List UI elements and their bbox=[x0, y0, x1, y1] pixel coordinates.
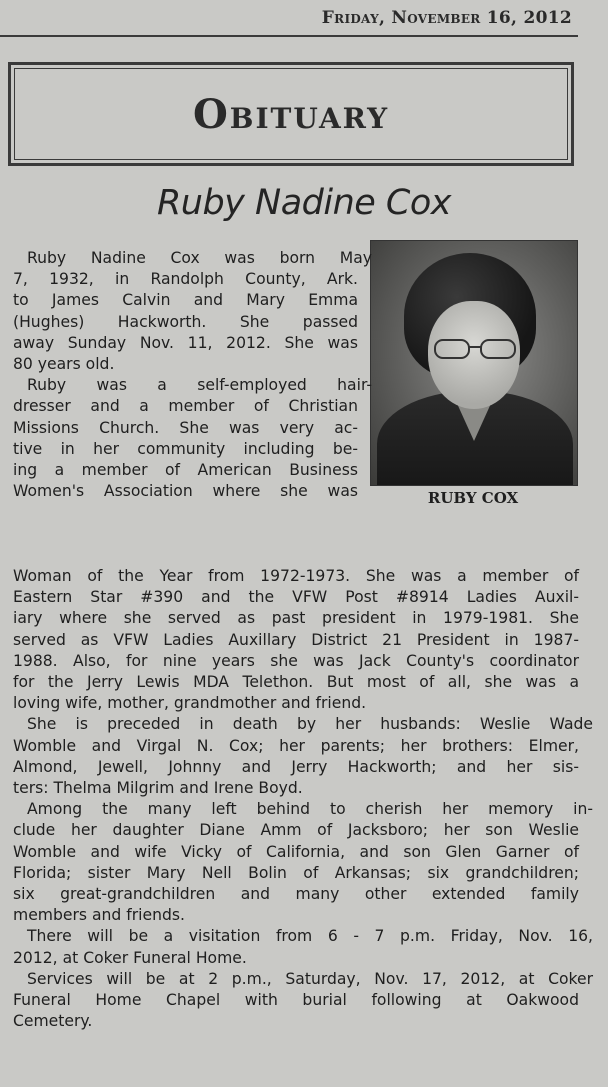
text-line: 7, 1932, in Randolph County, Ark. bbox=[13, 270, 358, 289]
text-line: Ruby was a self-employed hair- bbox=[27, 376, 372, 395]
text-line: 1988. Also, for nine years she was Jack County's coordinator bbox=[13, 651, 579, 670]
text-line: Womble and wife Vicky of California, and son Glen Garner of bbox=[13, 842, 579, 861]
text-line: Almond, Jewell, Johnny and Jerry Hackworth; and her sis- bbox=[13, 757, 579, 776]
portrait-photo bbox=[370, 240, 578, 486]
text-line: 80 years old. bbox=[13, 355, 115, 374]
text-line: Cemetery. bbox=[13, 1012, 93, 1031]
deceased-name: Ruby Nadine Cox bbox=[156, 183, 452, 223]
text-line: Womble and Virgal N. Cox; her parents; her brothers: Elmer, bbox=[13, 736, 579, 755]
section-banner bbox=[8, 62, 574, 166]
text-line: dresser and a member of Christian bbox=[13, 397, 358, 416]
text-line: away Sunday Nov. 11, 2012. She was bbox=[13, 333, 358, 352]
section-title: Obituary bbox=[192, 90, 390, 138]
text-line: members and friends. bbox=[13, 906, 185, 925]
text-line: to James Calvin and Mary Emma bbox=[13, 291, 358, 310]
text-line: She is preceded in death by her husbands: Weslie Wade bbox=[27, 715, 593, 734]
section-banner-inner-border bbox=[14, 68, 568, 160]
text-line: Missions Church. She was very ac- bbox=[13, 418, 358, 437]
text-line: ing a member of American Business bbox=[13, 461, 358, 480]
text-line: loving wife, mother, grandmother and friend. bbox=[13, 694, 367, 713]
text-line: clude her daughter Diane Amm of Jacksboro; her son Weslie bbox=[13, 821, 579, 840]
portrait-glasses bbox=[433, 337, 517, 361]
text-line: Services will be at 2 p.m., Saturday, Nov. 17, 2012, at Coker bbox=[27, 969, 593, 988]
text-line: Woman of the Year from 1972-1973. She was a member of bbox=[13, 567, 579, 585]
text-line: Ruby Nadine Cox was born May bbox=[27, 249, 372, 267]
text-line: Florida; sister Mary Nell Bolin of Arkansas; six grandchildren; bbox=[13, 863, 579, 882]
text-line: Eastern Star #390 and the VFW Post #8914 Ladies Auxil- bbox=[13, 588, 579, 607]
text-line: Among the many left behind to cherish her memory in- bbox=[27, 800, 593, 819]
obituary-text-full-width bbox=[13, 566, 593, 1032]
dateline: Friday, November 16, 2012 bbox=[321, 8, 572, 28]
obituary-text-left-column bbox=[13, 248, 372, 502]
text-line: six great-grandchildren and many other extended family bbox=[13, 885, 579, 904]
text-line: Funeral Home Chapel with burial following at Oakwood bbox=[13, 991, 579, 1010]
text-line: Women's Association where she was bbox=[13, 482, 358, 501]
text-line: tive in her community including be- bbox=[13, 439, 358, 458]
photo-caption: RUBY COX bbox=[427, 489, 519, 507]
text-line: 2012, at Coker Funeral Home. bbox=[13, 948, 247, 967]
header-rule bbox=[0, 35, 578, 37]
text-line: ters: Thelma Milgrim and Irene Boyd. bbox=[13, 779, 303, 798]
text-line: iary where she served as past president in 1979-1981. She bbox=[13, 609, 579, 628]
text-line: served as VFW Ladies Auxillary District 21 President in 1987- bbox=[13, 630, 579, 649]
text-line: There will be a visitation from 6 - 7 p.m. Friday, Nov. 16, bbox=[27, 927, 593, 946]
text-line: for the Jerry Lewis MDA Telethon. But most of all, she was a bbox=[13, 673, 579, 692]
text-line: (Hughes) Hackworth. She passed bbox=[13, 312, 358, 331]
